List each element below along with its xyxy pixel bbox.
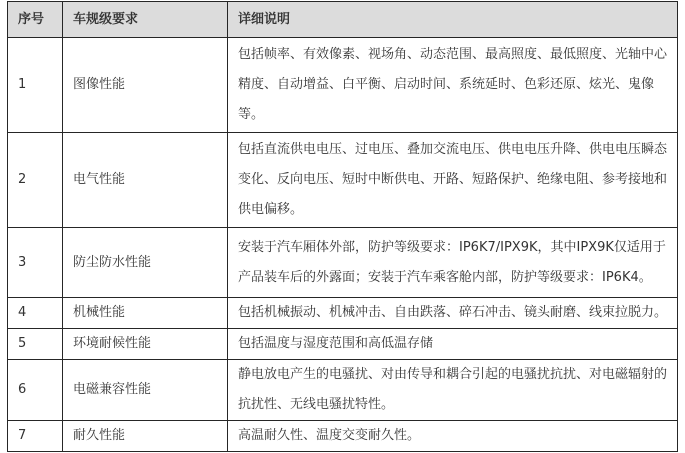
- table-row: [8, 329, 678, 360]
- row-number-cell: 3: [8, 228, 63, 298]
- table-row: [8, 133, 678, 228]
- requirement-cell: 耐久性能: [63, 421, 228, 452]
- row-number-cell: 5: [8, 329, 63, 360]
- row-number-cell: 7: [8, 421, 63, 452]
- requirement-cell: 图像性能: [63, 38, 228, 133]
- detail-cell: 包括帧率、有效像素、视场角、动态范围、最高照度、最低照度、光轴中心精度、自动增益、白平衡、启动时间、系统延时、色彩还原、炫光、鬼像等。: [228, 38, 678, 133]
- detail-cell: 静电放电产生的电骚扰、对由传导和耦合引起的电骚扰抗扰、对电磁辐射的抗扰性、无线电骚扰特性。: [228, 360, 678, 421]
- table-row: [8, 421, 678, 452]
- requirement-cell: 环境耐候性能: [63, 329, 228, 360]
- detail-cell: 包括直流供电电压、过电压、叠加交流电压、供电电压升降、供电电压瞬态变化、反向电压、短时中断供电、开路、短路保护、绝缘电阻、参考接地和供电偏移。: [228, 133, 678, 228]
- table-row: [8, 38, 678, 133]
- table-row: [8, 298, 678, 329]
- row-number-cell: 6: [8, 360, 63, 421]
- requirement-cell: 防尘防水性能: [63, 228, 228, 298]
- detail-cell: 包括温度与湿度范围和高低温存储: [228, 329, 678, 360]
- table-container: [7, 1, 678, 452]
- detail-cell: 包括机械振动、机械冲击、自由跌落、碎石冲击、镜头耐磨、线束拉脱力。: [228, 298, 678, 329]
- row-number-cell: 1: [8, 38, 63, 133]
- column-header-requirement: 车规级要求: [63, 2, 228, 38]
- requirement-cell: 电气性能: [63, 133, 228, 228]
- column-header-number: 序号: [8, 2, 63, 38]
- table-body: [8, 38, 678, 452]
- vehicle-grade-requirements-table: [7, 1, 678, 452]
- table-header: [8, 2, 678, 38]
- table-row: [8, 360, 678, 421]
- detail-cell: 高温耐久性、温度交变耐久性。: [228, 421, 678, 452]
- table-row: [8, 228, 678, 298]
- requirement-cell: 电磁兼容性能: [63, 360, 228, 421]
- detail-cell: 安装于汽车厢体外部，防护等级要求：IP6K7/IPX9K，其中IPX9K仅适用于产品装车后的外露面；安装于汽车乘客舱内部，防护等级要求：IP6K4。: [228, 228, 678, 298]
- header-row: [8, 2, 678, 38]
- row-number-cell: 4: [8, 298, 63, 329]
- requirement-cell: 机械性能: [63, 298, 228, 329]
- row-number-cell: 2: [8, 133, 63, 228]
- column-header-detail: 详细说明: [228, 2, 678, 38]
